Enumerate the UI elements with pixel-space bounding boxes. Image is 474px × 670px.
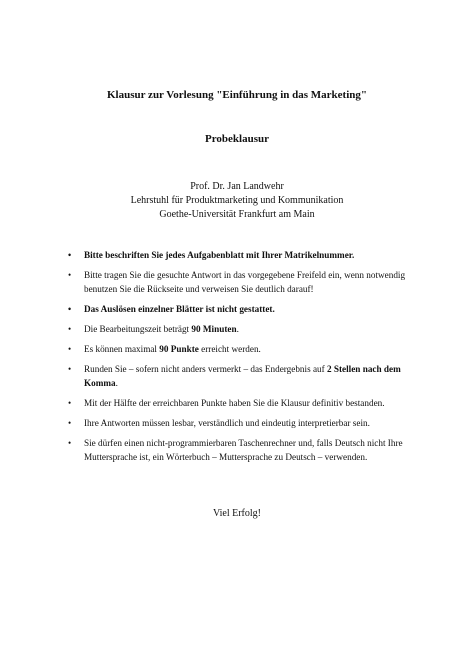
rule-text-post: erreicht werden. bbox=[198, 344, 261, 354]
bullet-icon: • bbox=[68, 344, 72, 354]
rule-text: Bitte beschriften Sie jedes Aufgabenblatt mit Ihrer Matrikelnummer. bbox=[84, 250, 355, 260]
rule-bestanden bbox=[68, 396, 418, 410]
rule-matrikelnummer bbox=[68, 248, 418, 262]
rule-text: Mit der Hälfte der erreichbaren Punkte haben Sie die Klausur definitiv bestanden. bbox=[84, 398, 385, 408]
rule-hilfsmittel bbox=[68, 436, 418, 464]
author-name: Prof. Dr. Jan Landwehr bbox=[190, 181, 284, 192]
rule-text-bold: 2 Stellen nach dem Komma bbox=[84, 364, 401, 388]
rule-runden bbox=[68, 362, 418, 390]
bullet-icon: • bbox=[68, 304, 72, 314]
rule-text-post: . bbox=[115, 378, 118, 388]
bullet-icon: • bbox=[68, 270, 72, 280]
rule-text: Ihre Antworten müssen lesbar, verständlich und eindeutig interpretierbar sein. bbox=[84, 418, 370, 428]
rule-punkte bbox=[68, 342, 418, 356]
author-block bbox=[0, 180, 474, 222]
exam-rules-list bbox=[68, 248, 418, 470]
rule-lesbar bbox=[68, 416, 418, 430]
bullet-icon: • bbox=[68, 398, 72, 408]
rule-blaetter bbox=[68, 302, 418, 316]
rule-text: Das Auslösen einzelner Blätter ist nicht gestattet. bbox=[84, 304, 275, 314]
rule-text-bold: 90 Punkte bbox=[159, 344, 199, 354]
bullet-icon: • bbox=[68, 364, 72, 374]
closing-greeting: Viel Erfolg! bbox=[213, 508, 261, 519]
rule-text-pre: Runden Sie – sofern nicht anders vermerkt – das Endergebnis auf bbox=[84, 364, 327, 374]
rule-text-pre: Es können maximal bbox=[84, 344, 160, 354]
bullet-icon: • bbox=[68, 438, 72, 448]
bullet-icon: • bbox=[68, 324, 72, 334]
exam-subtitle: Probeklausur bbox=[205, 133, 269, 145]
rule-text-post: . bbox=[236, 324, 239, 334]
bullet-icon: • bbox=[68, 418, 72, 428]
rule-text-bold: 90 Minuten bbox=[191, 324, 237, 334]
bullet-icon: • bbox=[68, 250, 72, 260]
exam-title: Klausur zur Vorlesung "Einführung in das Marketing" bbox=[107, 89, 367, 101]
author-chair: Lehrstuhl für Produktmarketing und Kommunikation bbox=[130, 195, 344, 206]
rule-bearbeitungszeit bbox=[68, 322, 418, 336]
rule-freifeld bbox=[68, 268, 418, 296]
author-university: Goethe-Universität Frankfurt am Main bbox=[159, 209, 315, 220]
rule-text: Sie dürfen einen nicht-programmierbaren Taschenrechner und, falls Deutsch nicht Ihre Muttersprache ist, ein Wörterbuch – Muttersprache zu Deutsch – verwenden. bbox=[84, 438, 403, 462]
rule-text: Bitte tragen Sie die gesuchte Antwort in das vorgegebene Freifeld ein, wenn notwendig benutzen Sie die Rückseite und verweisen Sie deutlich darauf! bbox=[84, 270, 406, 294]
rule-text-pre: Die Bearbeitungszeit beträgt bbox=[84, 324, 192, 334]
